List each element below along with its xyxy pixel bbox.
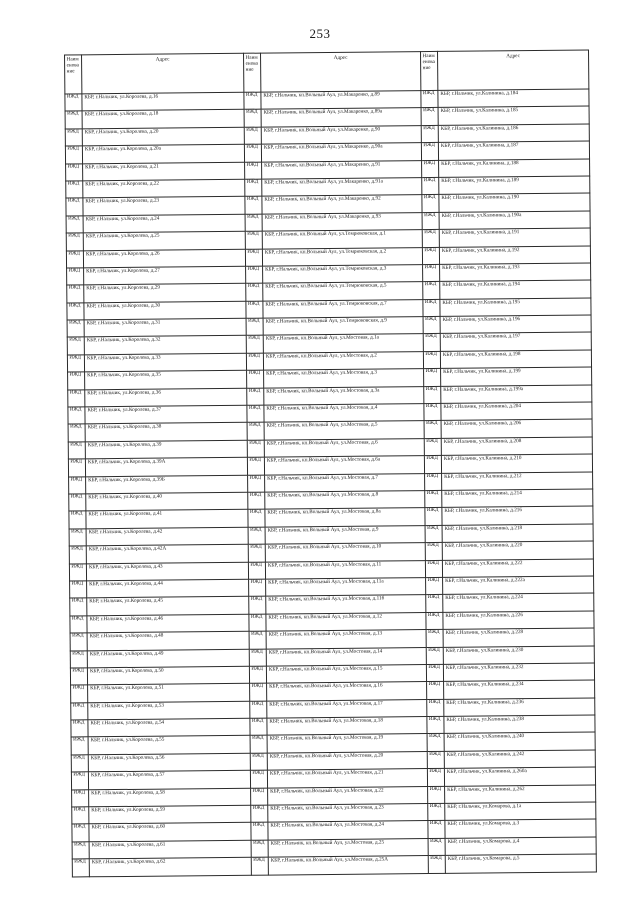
address-cell: КБР, г.Нальчик, ул.Калинина, д.190 <box>439 193 590 212</box>
address-cell: КБР, г.Нальчик, кп.Вольный Аул, ул.Мостовая, д.7 <box>265 473 425 492</box>
building-type-cell: ИЖД <box>69 546 86 564</box>
address-cell: КБР, г.Нальчик, ул.Королева, д.55 <box>88 736 250 755</box>
building-type-cell: ИЖД <box>426 630 443 648</box>
building-type-cell: ИЖД <box>69 511 86 529</box>
address-cell: КБР, г.Нальчик, ул.Калинина, д.240 <box>444 732 595 751</box>
address-cell: КБР, г.Нальчик, кп.Вольный Аул, ул.Мостовая, д.14 <box>266 647 426 666</box>
building-type-cell: ИЖД <box>422 177 439 195</box>
address-cell: КБР, г.Нальчик, кп.Вольный Аул, ул.Макаренко, д.92 <box>262 195 422 214</box>
building-type-cell: ИЖД <box>68 389 85 407</box>
building-type-cell: ИЖД <box>427 699 444 717</box>
building-type-cell: ИЖД <box>245 231 262 249</box>
building-type-cell: ИЖД <box>70 598 87 616</box>
building-type-cell: ИЖД <box>71 720 88 738</box>
building-type-cell: ИЖД <box>428 821 445 839</box>
address-cell: КБР, г.Нальчик, ул.Калинина, д.236 <box>444 698 595 717</box>
address-cell: КБР, г.Нальчик, ул.Королева, д.48 <box>87 631 249 650</box>
address-cell: КБР, г.Нальчик, ул.Королева, д.22 <box>83 179 245 198</box>
building-type-cell: ИЖД <box>70 650 87 668</box>
building-type-cell: ИЖД <box>425 560 442 578</box>
building-type-cell: ИЖД <box>248 475 265 493</box>
address-cell: КБР, г.Нальчик, ул.Калинина, д.222а <box>443 576 594 595</box>
address-cell: КБР, г.Нальчик, ул.Королева, д.44 <box>87 579 249 598</box>
building-type-cell: ИЖД <box>423 334 440 352</box>
building-type-cell: ИЖД <box>422 247 439 265</box>
address-cell: КБР, г.Нальчик, ул.Калинина, д.197 <box>440 332 591 351</box>
column-header-type: Наим енова ние <box>65 55 82 94</box>
building-type-cell: ИЖД <box>245 214 262 232</box>
address-cell: КБР, г.Нальчик, кп.Вольный Аул, ул.Мостовая, д.4 <box>264 404 424 423</box>
building-type-cell: ИЖД <box>244 144 261 162</box>
address-cell: КБР, г.Нальчик, кп.Вольный Аул, ул.Макаренко, д.93 <box>262 212 422 231</box>
building-type-cell: ИЖД <box>427 682 444 700</box>
address-cell: КБР, г.Нальчик, ул.Калинина, д.228 <box>443 628 594 647</box>
column-header-address: Адрес <box>437 50 588 90</box>
address-cell: КБР, г.Нальчик, ул.Королева, д.41 <box>86 510 248 529</box>
address-cell: КБР, г.Нальчик, ул.Королева, д.23 <box>83 197 245 216</box>
building-type-cell: ИЖД <box>247 388 264 406</box>
address-cell: КБР, г.Нальчик, ул.Калинина, д.204 <box>441 402 592 421</box>
address-cell: КБР, г.Нальчик, кп.Вольный Аул, ул.Мостовая, д.8 <box>265 491 425 510</box>
building-type-cell: ИЖД <box>65 146 82 164</box>
address-cell: КБР, г.Нальчик, ул.Калинина, д.196 <box>440 315 591 334</box>
building-type-cell: ИЖД <box>68 407 85 425</box>
building-type-cell: ИЖД <box>65 111 82 129</box>
address-cell: КБР, г.Нальчик, ул.Калинина, д.188 <box>439 159 590 178</box>
building-type-cell: ИЖД <box>248 562 265 580</box>
building-type-cell: ИЖД <box>425 473 442 491</box>
address-cell: КБР, г.Нальчик, кп.Вольный Аул, ул.Мостовая, д.16 <box>267 682 427 701</box>
address-cell: КБР, г.Нальчик, ул.Калинина, д.187 <box>438 141 589 160</box>
address-cell: КБР, г.Нальчик, ул.Королева, д.61 <box>89 840 251 859</box>
address-cell: КБР, г.Нальчик, ул.Королева, д.20 <box>82 127 244 146</box>
building-type-cell: ИЖД <box>67 303 84 321</box>
address-cell: КБР, г.Нальчик, кп.Вольный Аул, ул.Мостовая, д.21 <box>267 769 427 788</box>
building-type-cell: ИЖД <box>72 807 89 825</box>
building-type-cell: ИЖД <box>249 614 266 632</box>
address-cell: КБР, г.Нальчик, ул.Королева, д.20а <box>82 144 244 163</box>
building-type-cell: ИЖД <box>422 160 439 178</box>
address-cell: КБР, г.Нальчик, ул.Королева, д.62 <box>89 857 251 876</box>
address-cell: КБР, г.Нальчик, ул.Королева, д.39 <box>85 440 247 459</box>
address-cell: КБР, г.Нальчик, кп.Вольный Аул, ул.Темрюковская, д.1 <box>262 230 422 249</box>
building-type-cell: ИЖД <box>426 664 443 682</box>
address-cell: КБР, г.Нальчик, кп.Вольный Аул, ул.Темрюковская, д.7 <box>263 299 423 318</box>
building-type-cell: ИЖД <box>244 127 261 145</box>
address-cell: КБР, г.Нальчик, ул.Калинина, д.195 <box>440 298 591 317</box>
address-cell: КБР, г.Нальчик, ул.Королева, д.51 <box>88 684 250 703</box>
address-cell: КБР, г.Нальчик, ул.Калинина, д.192 <box>439 245 590 264</box>
building-type-cell: ИЖД <box>246 336 263 354</box>
building-type-cell: ИЖД <box>70 581 87 599</box>
building-type-cell: ИЖД <box>72 824 89 842</box>
building-type-cell: ИЖД <box>67 285 84 303</box>
address-cell: КБР, г.Нальчик, кп.Вольный Аул, ул.Мостовая, д.11б <box>266 595 426 614</box>
address-cell: КБР, г.Нальчик, ул.Калинина, д.186 <box>438 124 589 143</box>
address-cell: КБР, г.Нальчик, кп.Вольный Аул, ул.Мостовая, д.25 <box>268 838 428 857</box>
address-cell: КБР, г.Нальчик, ул.Калинина, д.238 <box>444 715 595 734</box>
address-cell: КБР, г.Нальчик, ул.Королева, д.40 <box>86 492 248 511</box>
address-cell: КБР, г.Нальчик, ул.Калинина, д.184 <box>438 89 589 108</box>
address-cell: КБР, г.Нальчик, ул.Калинина, д.232 <box>443 663 594 682</box>
building-type-cell: ИЖД <box>245 162 262 180</box>
building-type-cell: ИЖД <box>245 196 262 214</box>
address-cell: КБР, г.Нальчик, ул.Королева, д.59 <box>89 805 251 824</box>
address-cell: КБР, г.Нальчик, ул.Королева, д.43 <box>86 562 248 581</box>
address-cell: КБР, г.Нальчик, кп.Вольный Аул, ул.Мостовая, д.24 <box>268 821 428 840</box>
address-cell: КБР, г.Нальчик, кп.Вольный Аул, ул.Мостовая, д.6 <box>264 438 424 457</box>
address-cell: КБР, г.Нальчик, ул.Королева, д.26 <box>83 249 245 268</box>
building-type-cell: ИЖД <box>245 249 262 267</box>
building-type-cell: ИЖД <box>421 108 438 126</box>
address-cell: КБР, г.Нальчик, ул.Королева, д.46 <box>87 614 249 633</box>
address-cell: КБР, г.Нальчик, кп.Вольный Аул, ул.Мостовая, д.20 <box>267 751 427 770</box>
address-cell: КБР, г.Нальчик, ул.Калинина, д.242 <box>444 750 595 769</box>
address-cell: КБР, г.Нальчик, ул.Королева, д.50 <box>87 666 249 685</box>
address-cell: КБР, г.Нальчик, ул.Калинина, д.199 <box>441 367 592 386</box>
address-cell: КБР, г.Нальчик, ул.Королева, д.58 <box>89 788 251 807</box>
building-type-cell: ИЖД <box>244 92 261 110</box>
building-type-cell: ИЖД <box>250 718 267 736</box>
building-type-cell: ИЖД <box>71 685 88 703</box>
building-type-cell: ИЖД <box>249 579 266 597</box>
address-cell: КБР, г.Нальчик, ул.Калинина, д.206 <box>441 419 592 438</box>
address-cell: КБР, г.Нальчик, ул.Королева, д.54 <box>88 718 250 737</box>
address-cell: КБР, г.Нальчик, кп.Вольный Аул, ул.Темрюковская, д.2 <box>262 247 422 266</box>
building-type-cell: ИЖД <box>251 840 268 858</box>
building-type-cell: ИЖД <box>247 457 264 475</box>
address-cell: КБР, г.Нальчик, ул.Королева, д.30 <box>84 301 246 320</box>
column-header-type: Наим енова ние <box>421 51 438 90</box>
building-type-cell: ИЖД <box>67 337 84 355</box>
address-table <box>64 49 597 877</box>
address-cell: КБР, г.Нальчик, ул.Комарова, д.1а <box>445 802 596 821</box>
address-cell: КБР, г.Нальчик, ул.Королева, д.29 <box>84 284 246 303</box>
address-cell: КБР, г.Нальчик, ул.Комарова, д.3 <box>445 819 596 838</box>
building-type-cell: ИЖД <box>424 421 441 439</box>
address-cell: КБР, г.Нальчик, кп.Вольный Аул, ул.Макаренко, д.89 <box>261 91 421 110</box>
address-cell: КБР, г.Нальчик, ул.Королева, д.35 <box>85 371 247 390</box>
address-cell: КБР, г.Нальчик, кп.Вольный Аул, ул.Мостовая, д.11 <box>265 560 425 579</box>
column-header-type: Наим енова ние <box>244 53 261 92</box>
building-type-cell: ИЖД <box>421 90 438 108</box>
building-type-cell: ИЖД <box>67 268 84 286</box>
address-cell: КБР, г.Нальчик, ул.Калинина, д.222 <box>442 559 593 578</box>
address-sheet <box>64 49 596 872</box>
building-type-cell: ИЖД <box>248 492 265 510</box>
building-type-cell: ИЖД <box>72 789 89 807</box>
address-cell: КБР, г.Нальчик, кп.Вольный Аул, ул.Макаренко, д.91 <box>262 160 422 179</box>
building-type-cell: ИЖД <box>66 198 83 216</box>
building-type-cell: ИЖД <box>248 544 265 562</box>
address-cell: КБР, г.Нальчик, ул.Королева, д.16 <box>82 92 244 111</box>
building-type-cell: ИЖД <box>428 786 445 804</box>
address-cell: КБР, г.Нальчик, ул.Королева, д.53 <box>88 701 250 720</box>
building-type-cell: ИЖД <box>68 372 85 390</box>
building-type-cell: ИЖД <box>421 125 438 143</box>
building-type-cell: ИЖД <box>428 856 445 874</box>
building-type-cell: ИЖД <box>425 543 442 561</box>
building-type-cell: ИЖД <box>423 316 440 334</box>
building-type-cell: ИЖД <box>69 494 86 512</box>
building-type-cell: ИЖД <box>425 525 442 543</box>
building-type-cell: ИЖД <box>65 129 82 147</box>
building-type-cell: ИЖД <box>428 803 445 821</box>
building-type-cell: ИЖД <box>250 701 267 719</box>
building-type-cell: ИЖД <box>427 734 444 752</box>
address-cell: КБР, г.Нальчик, кп.Вольный Аул, ул.Мостовая, д.19 <box>267 734 427 753</box>
table-body <box>65 89 596 877</box>
address-cell: КБР, г.Нальчик, ул.Калинина, д.214 <box>442 489 593 508</box>
address-cell: КБР, г.Нальчик, ул.Калинина, д.224 <box>443 593 594 612</box>
address-cell: КБР, г.Нальчик, ул.Калинина, д.208 <box>441 437 592 456</box>
building-type-cell: ИЖД <box>247 440 264 458</box>
building-type-cell: ИЖД <box>245 179 262 197</box>
building-type-cell: ИЖД <box>427 751 444 769</box>
address-cell: КБР, г.Нальчик, кп.Вольный Аул, ул.Мостовая, д.17 <box>267 699 427 718</box>
building-type-cell: ИЖД <box>423 299 440 317</box>
building-type-cell: ИЖД <box>70 633 87 651</box>
address-cell: КБР, г.Нальчик, кп.Вольный Аул, ул.Мостовая, д.11а <box>266 578 426 597</box>
address-cell: КБР, г.Нальчик, ул.Комарова, д.5 <box>445 854 596 873</box>
building-type-cell: ИЖД <box>425 508 442 526</box>
address-cell: КБР, г.Нальчик, ул.Калинина, д.210 <box>441 454 592 473</box>
address-cell: КБР, г.Нальчик, ул.Калинина, д.212 <box>442 472 593 491</box>
building-type-cell: ИЖД <box>246 301 263 319</box>
building-type-cell: ИЖД <box>251 822 268 840</box>
address-cell: КБР, г.Нальчик, ул.Калинина, д.190а <box>439 211 590 230</box>
building-type-cell: ИЖД <box>246 266 263 284</box>
address-cell: КБР, г.Нальчик, ул.Калинина, д.218 <box>442 524 593 543</box>
address-cell: КБР, г.Нальчик, ул.Королева, д.45 <box>87 597 249 616</box>
building-type-cell: ИЖД <box>72 842 89 860</box>
address-cell: КБР, г.Нальчик, ул.Калинина, д.189 <box>439 176 590 195</box>
building-type-cell: ИЖД <box>71 737 88 755</box>
address-cell: КБР, г.Нальчик, ул.Калинина, д.198 <box>440 350 591 369</box>
building-type-cell: ИЖД <box>249 666 266 684</box>
table-row <box>72 854 596 876</box>
building-type-cell: ИЖД <box>246 318 263 336</box>
address-cell: КБР, г.Нальчик, ул.Королева, д.21 <box>83 162 245 181</box>
address-cell: КБР, г.Нальчик, ул.Королева, д.37 <box>85 405 247 424</box>
address-cell: КБР, г.Нальчик, ул.Королева, д.39Б <box>86 475 248 494</box>
building-type-cell: ИЖД <box>421 143 438 161</box>
address-cell: КБР, г.Нальчик, ул.Калинина, д.216 <box>442 506 593 525</box>
address-cell: КБР, г.Нальчик, ул.Королева, д.33 <box>84 353 246 372</box>
building-type-cell: ИЖД <box>250 753 267 771</box>
building-type-cell: ИЖД <box>249 596 266 614</box>
address-cell: КБР, г.Нальчик, ул.Калинина, д.234 <box>444 680 595 699</box>
address-cell: КБР, г.Нальчик, ул.Калинина, д.262 <box>445 785 596 804</box>
building-type-cell: ИЖД <box>68 442 85 460</box>
address-cell: КБР, г.Нальчик, кп.Вольный Аул, ул.Мостовая, д.6а <box>264 456 424 475</box>
address-cell: КБР, г.Нальчик, кп.Вольный Аул, ул.Мостовая, д.8а <box>265 508 425 527</box>
building-type-cell: ИЖД <box>246 283 263 301</box>
address-cell: КБР, г.Нальчик, кп.Вольный Аул, ул.Мостовая, д.15 <box>266 664 426 683</box>
table-header-row <box>65 50 589 94</box>
building-type-cell: ИЖД <box>426 612 443 630</box>
building-type-cell: ИЖД <box>422 195 439 213</box>
address-cell: КБР, г.Нальчик, ул.Королева, д.49 <box>87 649 249 668</box>
building-type-cell: ИЖД <box>71 702 88 720</box>
building-type-cell: ИЖД <box>424 438 441 456</box>
address-cell: КБР, г.Нальчик, ул.Королева, д.38 <box>85 423 247 442</box>
address-cell: КБР, г.Нальчик, ул.Комарова, д.4 <box>445 837 596 856</box>
address-cell: КБР, г.Нальчик, кп.Вольный Аул, ул.Темрюковская, д.5 <box>263 282 423 301</box>
building-type-cell: ИЖД <box>426 577 443 595</box>
address-cell: КБР, г.Нальчик, ул.Королева, д.24 <box>83 214 245 233</box>
building-type-cell: ИЖД <box>66 250 83 268</box>
address-cell: КБР, г.Нальчик, ул.Калинина, д.220 <box>442 541 593 560</box>
building-type-cell: ИЖД <box>247 405 264 423</box>
building-type-cell: ИЖД <box>70 616 87 634</box>
address-cell: КБР, г.Нальчик, кп.Вольный Аул, ул.Мостовая, д.9 <box>265 525 425 544</box>
address-cell: КБР, г.Нальчик, кп.Вольный Аул, ул.Мостовая, д.23 <box>268 804 428 823</box>
address-cell: КБР, г.Нальчик, кп.Вольный Аул, ул.Мостовая, д.13 <box>266 630 426 649</box>
building-type-cell: ИЖД <box>247 423 264 441</box>
address-cell: КБР, г.Нальчик, ул.Калинина, д.193 <box>440 263 591 282</box>
building-type-cell: ИЖД <box>422 212 439 230</box>
building-type-cell: ИЖД <box>423 282 440 300</box>
building-type-cell: ИЖД <box>423 351 440 369</box>
address-cell: КБР, г.Нальчик, ул.Королева, д.57 <box>88 770 250 789</box>
building-type-cell: ИЖД <box>424 369 441 387</box>
page-number: 253 <box>309 26 331 41</box>
column-header-address: Адрес <box>82 53 244 94</box>
building-type-cell: ИЖД <box>246 353 263 371</box>
building-type-cell: ИЖД <box>68 424 85 442</box>
address-cell: КБР, г.Нальчик, ул.Калинина, д.230 <box>443 645 594 664</box>
building-type-cell: ИЖД <box>427 716 444 734</box>
address-cell: КБР, г.Нальчик, ул.Калинина, д.185 <box>438 106 589 125</box>
address-cell: КБР, г.Нальчик, ул.Королева, д.25 <box>83 231 245 250</box>
building-type-cell: ИЖД <box>422 230 439 248</box>
address-cell: КБР, г.Нальчик, кп.Вольный Аул, ул.Мостовая, д.25А <box>268 856 428 875</box>
address-cell: КБР, г.Нальчик, кп.Вольный Аул, ул.Мостовая, д.10 <box>265 543 425 562</box>
building-type-cell: ИЖД <box>67 355 84 373</box>
building-type-cell: ИЖД <box>424 386 441 404</box>
building-type-cell: ИЖД <box>251 857 268 875</box>
address-cell: КБР, г.Нальчик, кп.Вольный Аул, ул.Темрюковская, д.3 <box>263 264 423 283</box>
building-type-cell: ИЖД <box>251 805 268 823</box>
address-cell: КБР, г.Нальчик, кп.Вольный Аул, ул.Макаренко, д.90а <box>261 143 421 162</box>
address-cell: КБР, г.Нальчик, ул.Королева, д.56 <box>88 753 250 772</box>
building-type-cell: ИЖД <box>69 476 86 494</box>
address-cell: КБР, г.Нальчик, кп.Вольный Аул, ул.Мостовая, д.22 <box>268 786 428 805</box>
address-cell: КБР, г.Нальчик, ул.Королева, д.18 <box>82 110 244 129</box>
building-type-cell: ИЖД <box>248 527 265 545</box>
address-cell: КБР, г.Нальчик, ул.Королева, д.31 <box>84 318 246 337</box>
building-type-cell: ИЖД <box>72 859 89 877</box>
building-type-cell: ИЖД <box>428 838 445 856</box>
address-cell: КБР, г.Нальчик, кп.Вольный Аул, ул.Мостовая, д.3а <box>264 386 424 405</box>
address-cell: КБР, г.Нальчик, ул.Калинина, д.191 <box>439 228 590 247</box>
address-cell: КБР, г.Нальчик, кп.Вольный Аул, ул.Макаренко, д.91а <box>262 178 422 197</box>
address-cell: КБР, г.Нальчик, кп.Вольный Аул, ул.Мостовая, д.18 <box>267 717 427 736</box>
building-type-cell: ИЖД <box>67 320 84 338</box>
building-type-cell: ИЖД <box>66 163 83 181</box>
address-cell: КБР, г.Нальчик, кп.Вольный Аул, ул.Мостовая, д.1а <box>263 334 423 353</box>
address-cell: КБР, г.Нальчик, ул.Калинина, д.194 <box>440 280 591 299</box>
building-type-cell: ИЖД <box>70 668 87 686</box>
address-cell: КБР, г.Нальчик, ул.Калинина, д.226 <box>443 611 594 630</box>
address-cell: КБР, г.Нальчик, кп.Вольный Аул, ул.Мостовая, д.3 <box>264 369 424 388</box>
building-type-cell: ИЖД <box>426 595 443 613</box>
address-cell: КБР, г.Нальчик, кп.Вольный Аул, ул.Мостовая, д.2 <box>263 351 423 370</box>
building-type-cell: ИЖД <box>250 683 267 701</box>
address-cell: КБР, г.Нальчик, кп.Вольный Аул, ул.Мостовая, д.12 <box>266 612 426 631</box>
address-cell: КБР, г.Нальчик, ул.Калинина, д.199а <box>441 385 592 404</box>
address-cell: КБР, г.Нальчик, ул.Королева, д.32 <box>84 336 246 355</box>
building-type-cell: ИЖД <box>244 110 261 128</box>
building-type-cell: ИЖД <box>426 647 443 665</box>
address-cell: КБР, г.Нальчик, кп.Вольный Аул, ул.Макаренко, д.89а <box>261 108 421 127</box>
address-cell: КБР, г.Нальчик, кп.Вольный Аул, ул.Макаренко, д.90 <box>261 125 421 144</box>
column-header-address: Адрес <box>261 52 421 93</box>
building-type-cell: ИЖД <box>251 788 268 806</box>
building-type-cell: ИЖД <box>248 509 265 527</box>
building-type-cell: ИЖД <box>249 631 266 649</box>
address-cell: КБР, г.Нальчик, кп.Вольный Аул, ул.Мостовая, д.5 <box>264 421 424 440</box>
address-cell: КБР, г.Нальчик, ул.Королева, д.42 <box>86 527 248 546</box>
address-cell: КБР, г.Нальчик, ул.Королева, д.60 <box>89 823 251 842</box>
building-type-cell: ИЖД <box>427 769 444 787</box>
address-cell: КБР, г.Нальчик, ул.Королева, д.39А <box>85 457 247 476</box>
address-cell: КБР, г.Нальчик, кп.Вольный Аул, ул.Темрюковская, д.9 <box>263 317 423 336</box>
building-type-cell: ИЖД <box>68 459 85 477</box>
building-type-cell: ИЖД <box>69 529 86 547</box>
building-type-cell: ИЖД <box>71 755 88 773</box>
building-type-cell: ИЖД <box>424 456 441 474</box>
address-cell: КБР, г.Нальчик, ул.Калинина, д.260а <box>444 767 595 786</box>
building-type-cell: ИЖД <box>249 649 266 667</box>
building-type-cell: ИЖД <box>247 370 264 388</box>
building-type-cell: ИЖД <box>71 772 88 790</box>
building-type-cell: ИЖД <box>69 563 86 581</box>
building-type-cell: ИЖД <box>65 94 82 112</box>
address-cell: КБР, г.Нальчик, ул.Королева, д.27 <box>84 266 246 285</box>
address-cell: КБР, г.Нальчик, ул.Королева, д.42А <box>86 544 248 563</box>
building-type-cell: ИЖД <box>424 403 441 421</box>
building-type-cell: ИЖД <box>250 770 267 788</box>
building-type-cell: ИЖД <box>423 264 440 282</box>
building-type-cell: ИЖД <box>250 736 267 754</box>
building-type-cell: ИЖД <box>66 233 83 251</box>
building-type-cell: ИЖД <box>66 181 83 199</box>
address-cell: КБР, г.Нальчик, ул.Королева, д.36 <box>85 388 247 407</box>
building-type-cell: ИЖД <box>425 490 442 508</box>
building-type-cell: ИЖД <box>66 216 83 234</box>
